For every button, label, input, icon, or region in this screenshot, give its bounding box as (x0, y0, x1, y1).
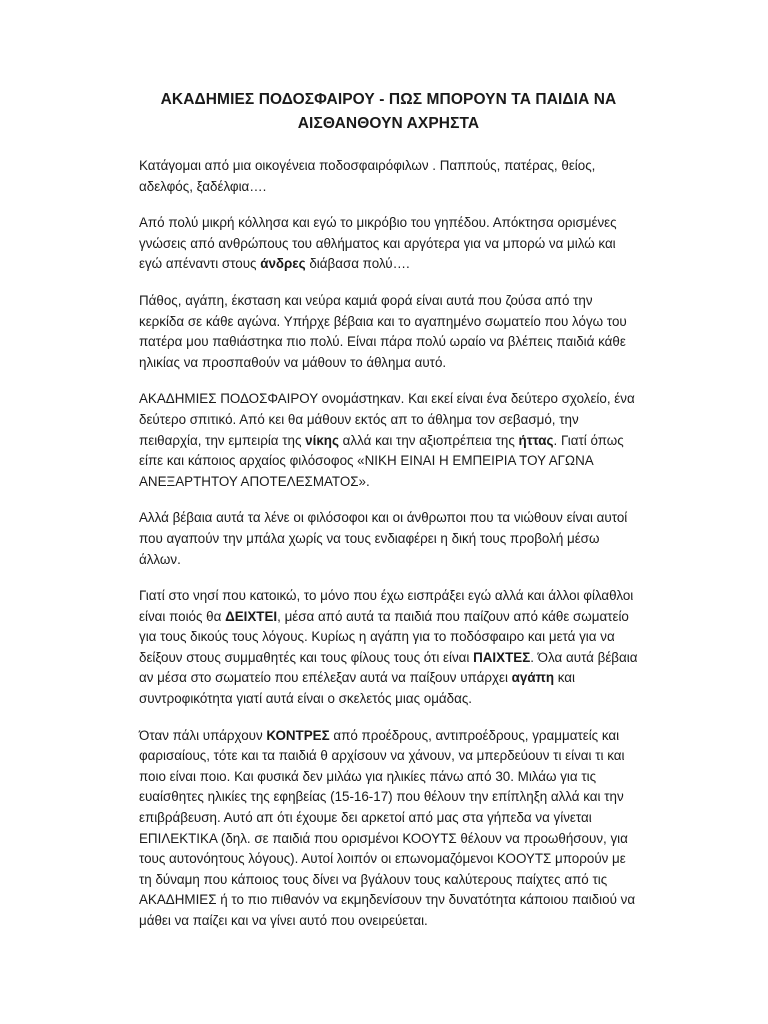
bold-text: ΔΕΙΧΤΕΙ (225, 608, 278, 624)
text-run: . Όλα αυτά βέβαια αν μέσα στο σωματείο που επέλεξαν αυτά να παίξουν υπάρχει (139, 649, 638, 686)
text-run: αλλά και την αξιοπρέπεια της (338, 432, 519, 448)
text-run: Όταν πάλι υπάρχουν (139, 727, 267, 743)
bold-text: αγάπη (511, 670, 554, 686)
bold-text: ΚΟΝΤΡΕΣ (266, 727, 330, 743)
text-run: ΑΚΑΔΗΜΙΕΣ ΠΟΔΟΣΦΑΙΡΟΥ ονομάστηκαν. Και εκεί είναι ένα δεύτερο σχολείο, ένα δεύτερο σπιτικό. Από κει θα μάθουν εκτός απ το άθλημα τον σεβασμό, την πειθαρχία, την εμπειρία της (139, 391, 635, 448)
paragraph (139, 213, 638, 275)
text-run: , μέσα από αυτά τα παιδιά που παίζουν από κάθε σωματείο για τους δικούς τους λόγους. Κυρίως η αγάπη για το ποδόσφαιρο και μετά για να δείξουν στους συμμαθητές και τους φίλους τους ότι είναι (139, 608, 629, 665)
paragraph (139, 726, 638, 932)
text-run: Γιατί στο νησί που κατοικώ, το μόνο που έχω εισπράξει εγώ αλλά και άλλοι φίλαθλοι είναι ποιός θα (139, 588, 634, 624)
paragraph (139, 156, 638, 197)
text-run: Από πολύ μικρή κόλλησα και εγώ το μικρόβιο του γηπέδου. Απόκτησα ορισμένες γνώσεις από ανθρώπους του αθλήματος και αργότερα για να μπορώ να μιλώ και εγώ απέναντι στους (139, 215, 617, 272)
bold-text: νίκης (305, 432, 339, 448)
text-run: Αλλά βέβαια αυτά τα λένε οι φιλόσοφοι και οι άνθρωποι που τα νιώθουν είναι αυτοί που αγαπούν την μπάλα χωρίς να τους ενδιαφέρει η δική τους προβολή μέσω άλλων. (139, 510, 628, 567)
text-run: από προέδρους, αντιπροέδρους, γραμματείς και φαρισαίους, τότε και τα παιδιά θ αρχίσουν να χάνουν, να μπερδεύουν τι είναι τι και ποιο είναι ποιο. Και φυσικά δεν μιλάω για ηλικίες πάνω από 30. Μιλάω για τις ευαίσθητες ηλικίες της εφηβείας (15-16-17) που θέλουν την επίπληξη αλλά και την επιβράβευση. Αυτό απ ότι έχουμε δει αρκετοί από μας στα γήπεδα να γίνεται ΕΠΙΛΕΚΤΙΚΑ (δηλ. σε παιδιά που ορισμένοι ΚΟΟΥΤΣ θέλουν να προωθήσουν, για τους αυτονόητους λόγους). Αυτοί λοιπόν οι επωνομαζόμενοι ΚΟΟΥΤΣ μπορούν με τη δύναμη που κάποιος τους δίνει να βγάλουν τους καλύτερους παίχτες από τις ΑΚΑΔΗΜΙΕΣ ή το πιο πιθανόν να εκμηδενίσουν την δυνατότητα κάποιου παιδιού να μάθει να παίζει και να γίνει αυτό που ονειρεύεται. (139, 727, 636, 928)
paragraph (139, 291, 638, 373)
text-run: Κατάγομαι από μια οικογένεια ποδοσφαιρόφιλων . Παππούς, πατέρας, θείος, αδελφός, ξαδέλφια…. (139, 158, 596, 194)
text-run: διάβασα πολύ…. (305, 256, 410, 272)
document-body (139, 156, 638, 932)
text-run: Πάθος, αγάπη, έκσταση και νεύρα καμιά φορά είναι αυτά που ζούσα από την κερκίδα σε κάθε αγώνα. Υπήρχε βέβαια και το αγαπημένο σωματείο που λόγω του πατέρα μου παθιάστηκα πιο πολύ. Είναι πάρα πολύ ωραίο να βλέπεις παιδιά κάθε ηλικίας να προσπαθούν να μάθουν το άθλημα αυτό. (139, 292, 627, 370)
document-title: ΑΚΑΔΗΜΙΕΣ ΠΟΔΟΣΦΑΙΡΟΥ - ΠΩΣ ΜΠΟΡΟΥΝ ΤΑ ΠΑΙΔΙΑ ΝΑ ΑΙΣΘΑΝΘΟΥΝ ΑΧΡΗΣΤΑ (160, 91, 617, 132)
bold-text: άνδρες (260, 256, 306, 272)
paragraph (139, 586, 638, 710)
paragraph (139, 508, 638, 570)
bold-text: ήττας (518, 432, 554, 448)
paragraph (139, 389, 638, 492)
text-run: και συντροφικότητα γιατί αυτά είναι ο σκελετός μιας ομάδας. (139, 670, 575, 707)
text-run: . Γιατί όπως είπε και κάποιος αρχαίος φιλόσοφος «ΝΙΚΗ ΕΙΝΑΙ Η ΕΜΠΕΙΡΙΑ ΤΟΥ ΑΓΩΝΑ ΑΝΕΞΑΡΤΗΤΟΥ ΑΠΟΤΕΛΕΣΜΑΤΟΣ». (139, 432, 624, 489)
bold-text: ΠΑΙΧΤΕΣ (473, 649, 531, 665)
